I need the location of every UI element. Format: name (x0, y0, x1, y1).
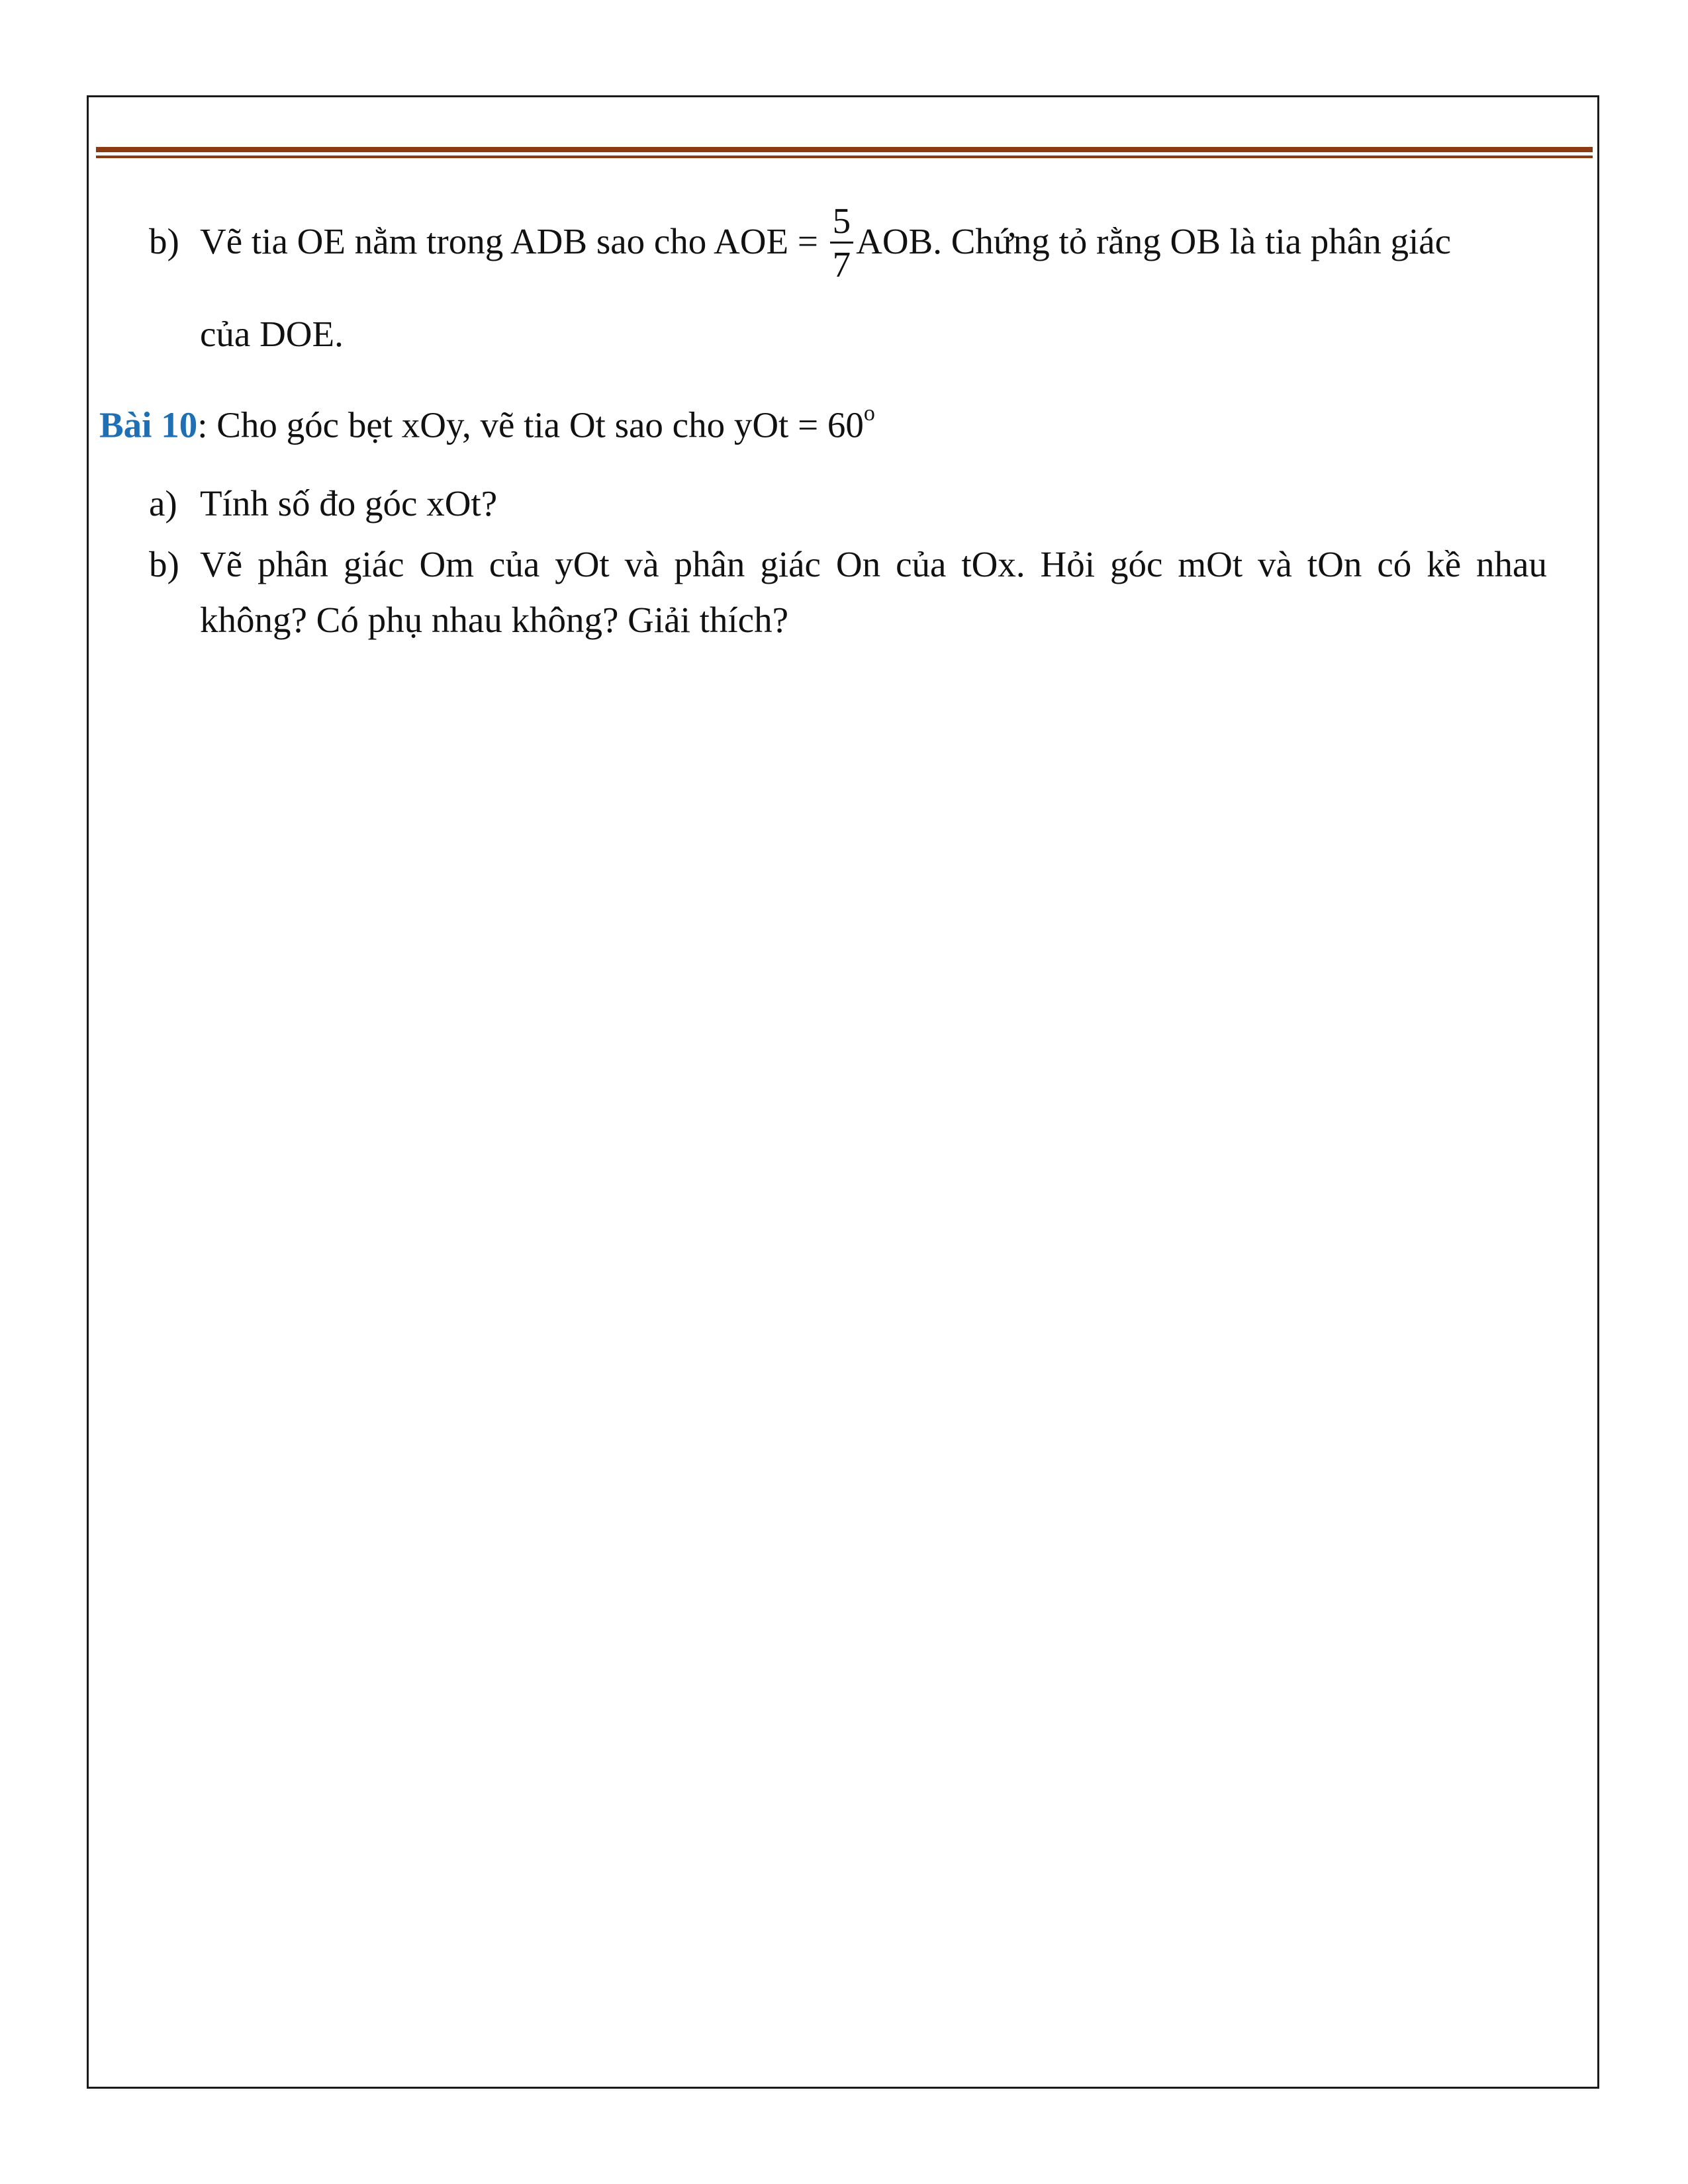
problem10-part-a-text (200, 480, 497, 527)
part-b-word: góc (1109, 544, 1163, 584)
part-b-word: phân (674, 544, 745, 584)
fraction-5-7 (830, 200, 854, 285)
fraction-denominator: 7 (832, 244, 851, 285)
angle-aob: AOB. (856, 221, 942, 261)
part-b-word: yOt (555, 544, 610, 584)
fraction-numerator: 5 (832, 200, 851, 241)
problem9b-text-part2: sao cho (587, 221, 714, 261)
part-b-word: tOx. (961, 544, 1025, 584)
problem10-part-b-line1 (200, 541, 1547, 588)
problem10-text-part1: Cho góc bẹt (216, 404, 402, 445)
equals-sign: = (788, 221, 827, 261)
angle-yot: yOt (733, 404, 789, 445)
part-b-word: Vẽ (200, 544, 243, 584)
problem10-text-part2: vẽ tia Ot sao cho (471, 404, 734, 445)
exercise-title: Bài 10 (99, 404, 198, 445)
equals-60: = 60 (788, 404, 864, 445)
part-a-label: a) (149, 483, 177, 523)
header-rule-thick (96, 147, 1593, 152)
problem9b-text-part1: Vẽ tia OE nằm trong (200, 221, 510, 261)
part-b-word: và (1258, 544, 1292, 584)
part-b-word: tOn (1307, 544, 1362, 584)
problem10-part-b-line2 (200, 597, 788, 643)
part-a-question-mark: ? (481, 483, 498, 523)
problem9b-line2 (200, 311, 344, 357)
angle-adb: ADB (510, 221, 588, 261)
part-b-word: phân (258, 544, 328, 584)
part-b-word: của (489, 544, 540, 584)
part-b-word: mOt (1178, 544, 1243, 584)
problem10-statement (99, 394, 875, 448)
problem9b-text-part3: Chứng tỏ rằng OB là tia phân giác (941, 221, 1452, 261)
problem9b-text (200, 202, 1451, 285)
angle-xoy: xOy, (401, 404, 471, 445)
part-b-word: giác (343, 544, 404, 584)
angle-doe: DOE. (259, 314, 344, 354)
part-b-word: kề (1427, 544, 1462, 584)
part-b-line2-text: không? Có phụ nhau không? Giải thích? (200, 600, 788, 640)
problem10-part-a (149, 480, 177, 527)
degree-symbol: o (863, 401, 875, 426)
part-a-text: Tính số đo góc (200, 483, 427, 523)
part-b-word: On (835, 544, 881, 584)
header-rule (96, 147, 1593, 160)
part-b-word: nhau (1476, 544, 1547, 584)
problem9b-cont-text: của (200, 314, 260, 354)
problem9b-line1 (149, 218, 179, 265)
part-b-word: của (896, 544, 947, 584)
title-colon: : (197, 404, 217, 445)
problem10-part-b (149, 541, 179, 588)
fraction-bar (830, 242, 854, 244)
angle-aoe: AOE (714, 221, 789, 261)
part-b-word: Om (419, 544, 474, 584)
part-b-word: có (1377, 544, 1412, 584)
part-b-word: giác (760, 544, 821, 584)
part-b-label: b) (149, 544, 179, 584)
angle-xot: xOt (426, 483, 481, 523)
part-b-word: và (624, 544, 659, 584)
problem9b-label: b) (149, 221, 179, 261)
part-b-word: Hỏi (1040, 544, 1096, 584)
header-rule-thin (96, 156, 1593, 158)
